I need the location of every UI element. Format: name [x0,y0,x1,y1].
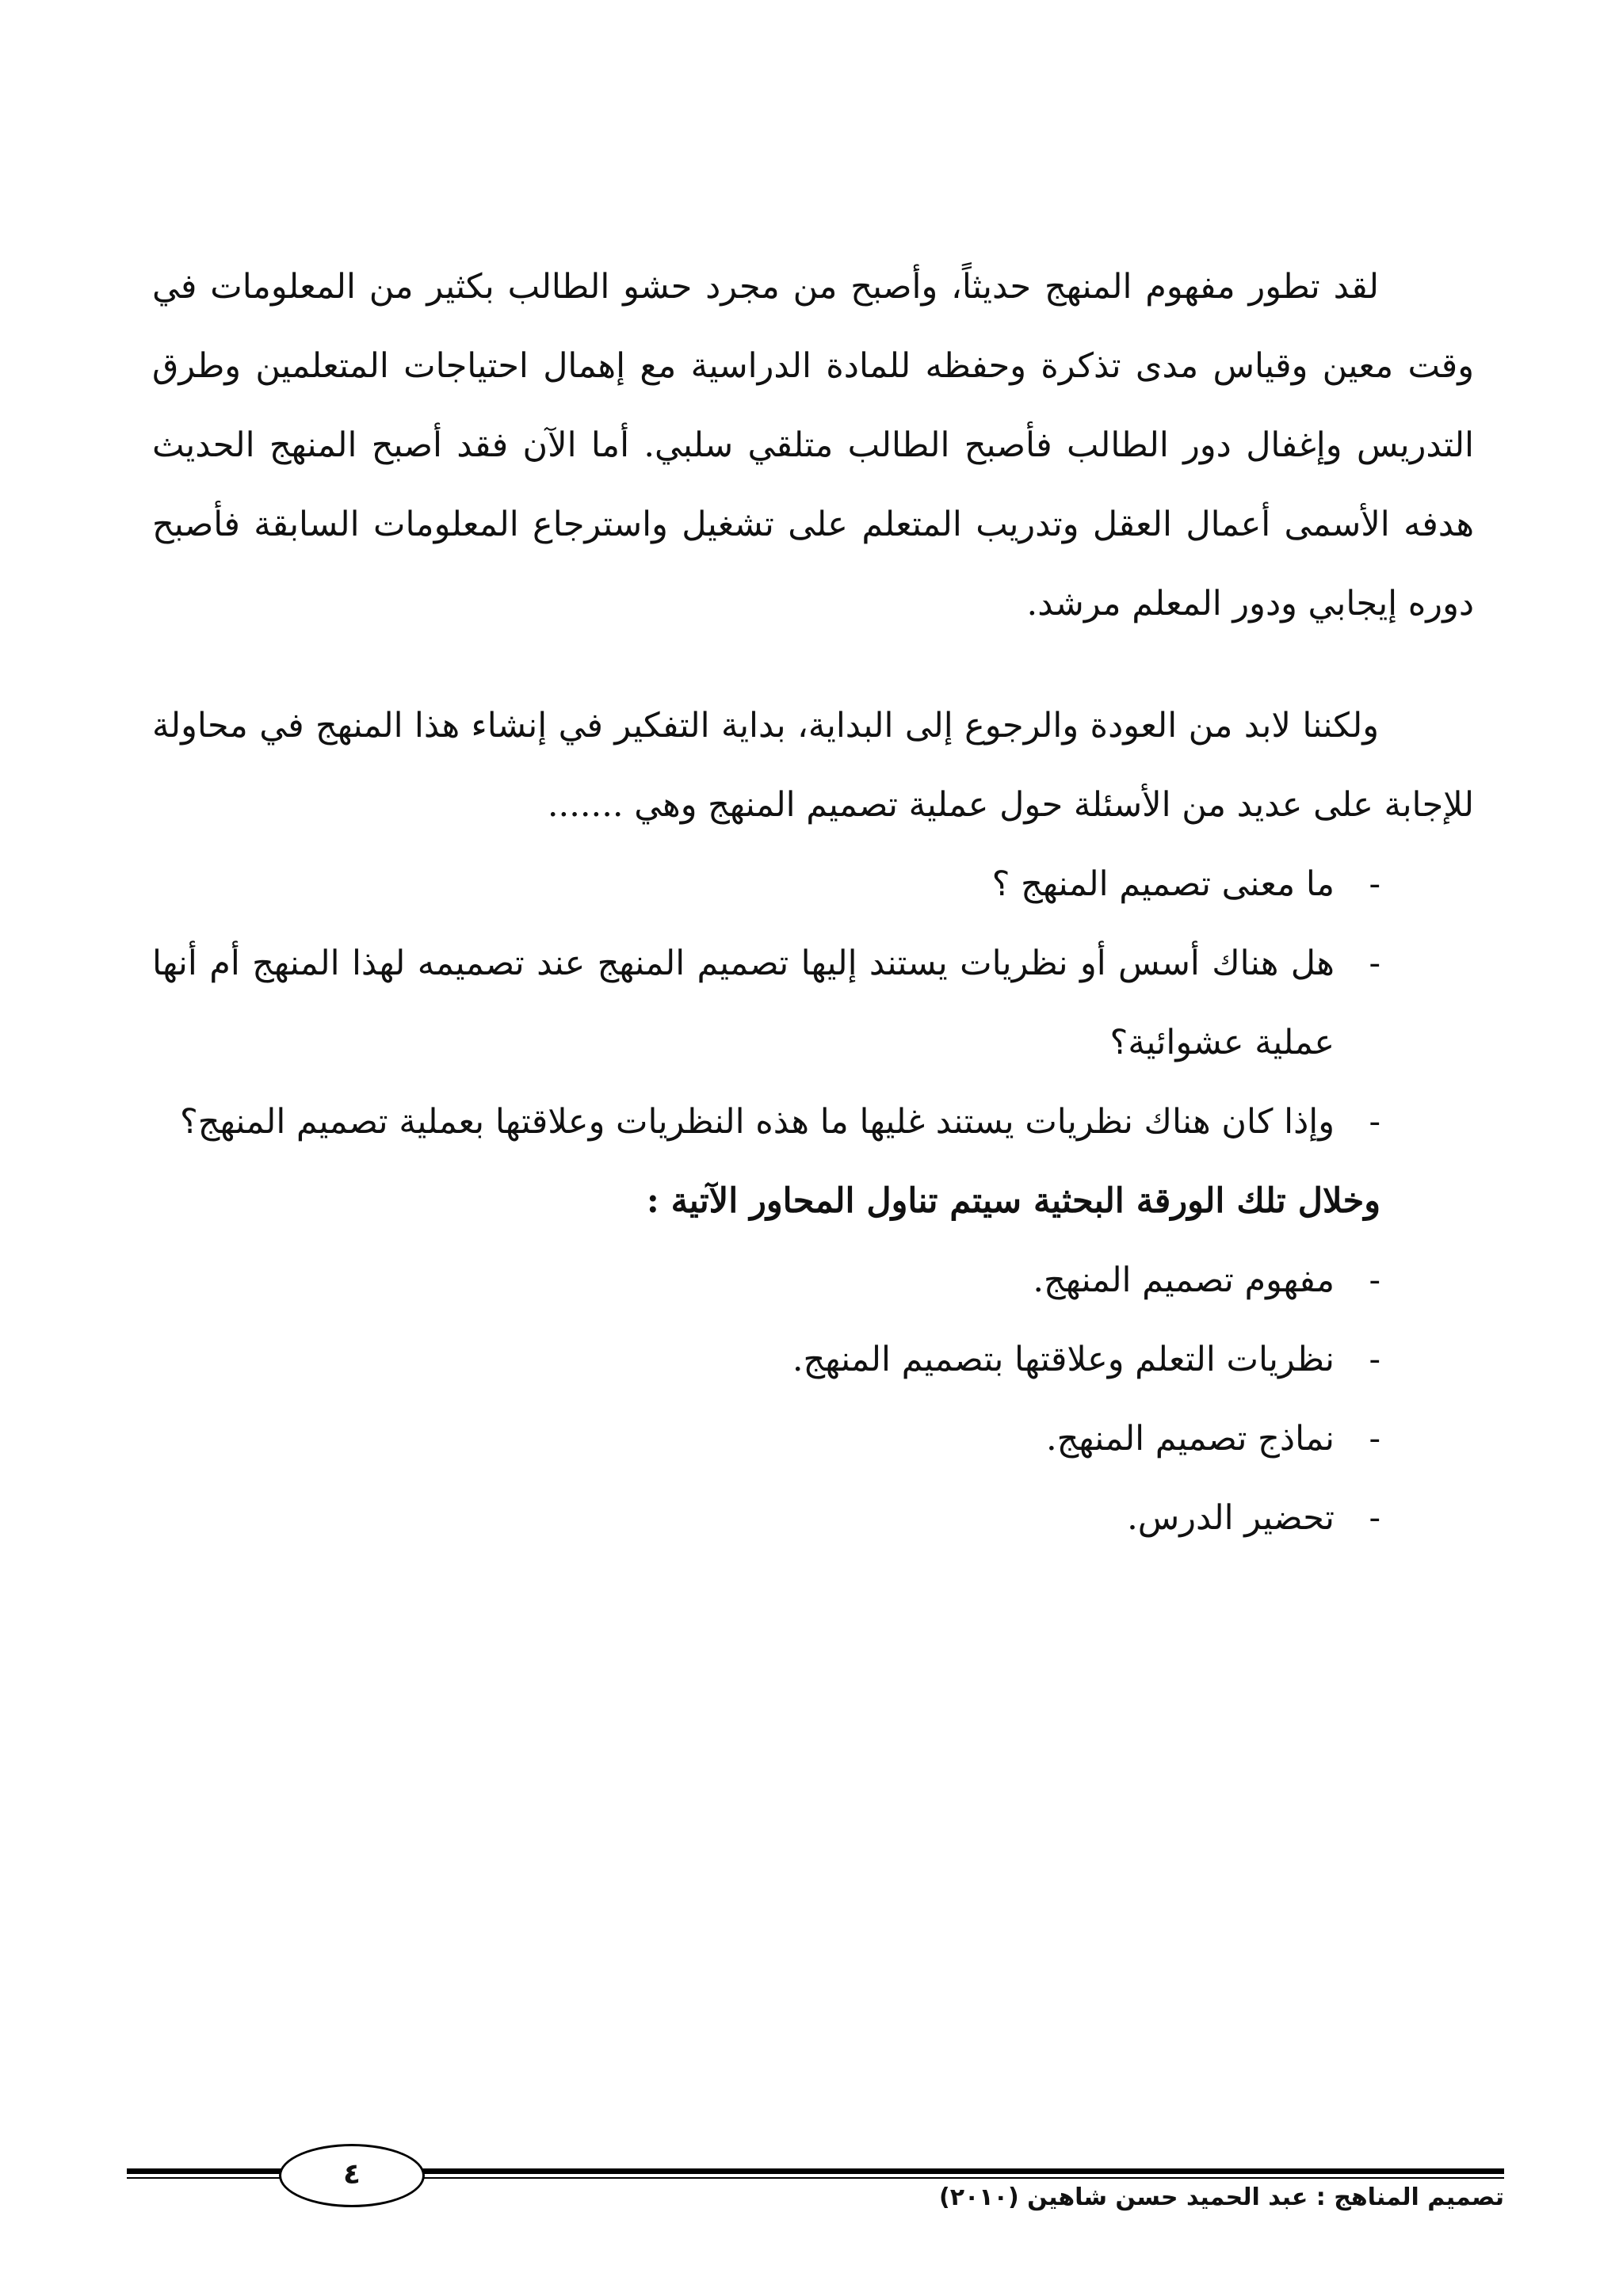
section-heading: وخلال تلك الورقة البحثية سيتم تناول المحاور الآتية : [646,1181,1381,1221]
topic-text-4: تحضير الدرس. [1127,1498,1335,1538]
topic-item-1 [152,1241,1474,1320]
body-block [152,686,1474,1558]
list-dash: - [1369,1102,1381,1142]
topic-text-3: نماذج تصميم المنهج. [1045,1419,1335,1459]
topic-item-2 [152,1320,1474,1399]
questions-list [152,845,1474,1161]
list-dash: - [1369,1261,1381,1300]
topic-text-1: مفهوم تصميم المنهج. [1033,1261,1335,1300]
question-item-3 [152,1082,1474,1161]
topic-item-4 [152,1478,1474,1558]
list-dash: - [1369,1498,1381,1538]
topic-text-2: نظريات التعلم وعلاقتها بتصميم المنهج. [792,1340,1335,1379]
list-dash: - [1369,864,1381,904]
topics-list [152,1241,1474,1558]
intro-paragraph-2: ولكننا لابد من العودة والرجوع إلى البداية، بداية التفكير في إنشاء هذا المنهج في محاولة للإجابة على عديد من الأسئلة حول عملية تصميم المنهج وهي ....... [152,706,1474,825]
list-dash: - [1369,1340,1381,1379]
page-number-badge [279,2144,425,2207]
question-text-3: وإذا كان هناك نظريات يستند غليها ما هذه النظريات وعلاقتها بعملية تصميم المنهج؟ [179,1102,1335,1142]
intro-paragraph-1-block [152,247,1474,643]
intro-paragraph-1: لقد تطور مفهوم المنهج حديثاً، وأصبح من مجرد حشو الطالب بكثير من المعلومات في وقت معين وقياس مدى تذكرة وحفظه للمادة الدراسية مع إهمال احتياجات المتعلمين وطرق التدريس وإغفال دور الطالب فأصبح الطالب متلقي سلبي. أما الآن فقد أصبح المنهج الحديث هدفه الأسمى أعمال العقل وتدريب المتعلم على تشغيل واسترجاع المعلومات السابقة فأصبح دوره إيجابي ودور المعلم مرشد. [152,267,1474,624]
topic-item-3 [152,1399,1474,1478]
question-text-2: هل هناك أسس أو نظريات يستند إليها تصميم المنهج عند تصميمه لهذا المنهج أم أنها عملية عشوائية؟ [152,944,1335,1062]
intro-paragraph-2-block [152,686,1474,845]
page-number: ٤ [343,2158,361,2191]
question-text-1: ما معنى تصميم المنهج ؟ [991,864,1335,904]
list-dash: - [1369,944,1381,983]
question-item-2 [152,924,1474,1082]
footer-caption: تصميم المناهج : عبد الحميد حسن شاهين (٢٠١٠) [939,2183,1504,2211]
list-dash: - [1369,1419,1381,1459]
question-item-1 [152,845,1474,924]
